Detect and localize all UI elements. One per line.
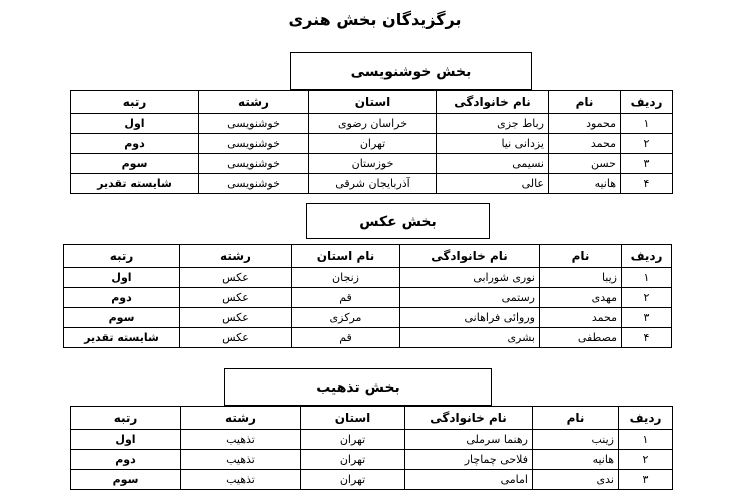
table-row [71, 430, 673, 450]
cell-rank: سوم [71, 470, 181, 490]
header-rank: رتبه [64, 245, 180, 268]
cell-index: ۳ [621, 154, 673, 174]
header-last-name: نام خانوادگی [405, 407, 533, 430]
cell-index: ۴ [622, 328, 672, 348]
header-index: ردیف [621, 91, 673, 114]
header-last-name: نام خانوادگی [437, 91, 549, 114]
cell-field: خوشنویسی [199, 174, 309, 194]
cell-last-name: امامی [405, 470, 533, 490]
cell-field: عکس [180, 308, 292, 328]
table-row [64, 268, 672, 288]
cell-last-name: یزدانی نیا [437, 134, 549, 154]
cell-province: تهران [309, 134, 437, 154]
table-row [71, 154, 673, 174]
cell-rank: سوم [64, 308, 180, 328]
cell-first-name: حسن [549, 154, 621, 174]
cell-index: ۳ [619, 470, 673, 490]
cell-index: ۲ [619, 450, 673, 470]
header-rank: رتبه [71, 407, 181, 430]
cell-rank: سوم [71, 154, 199, 174]
cell-last-name: نوری شورابی [400, 268, 540, 288]
cell-province: قم [292, 328, 400, 348]
header-province: استان [309, 91, 437, 114]
page-title: برگزیدگان بخش هنری [288, 10, 462, 29]
table-row [64, 308, 672, 328]
table-row [71, 174, 673, 194]
cell-rank: دوم [64, 288, 180, 308]
cell-last-name: عالی [437, 174, 549, 194]
cell-first-name: زیبا [540, 268, 622, 288]
cell-index: ۱ [619, 430, 673, 450]
cell-province: تهران [301, 430, 405, 450]
cell-first-name: زینب [533, 430, 619, 450]
header-last-name: نام خانوادگی [400, 245, 540, 268]
cell-first-name: هانیه [533, 450, 619, 470]
header-row [71, 91, 673, 114]
header-field: رشته [180, 245, 292, 268]
cell-rank: شایسته تقدیر [71, 174, 199, 194]
cell-field: عکس [180, 288, 292, 308]
cell-rank: شایسته تقدیر [64, 328, 180, 348]
cell-rank: اول [64, 268, 180, 288]
header-field: رشته [181, 407, 301, 430]
cell-field: خوشنویسی [199, 114, 309, 134]
cell-province: مرکزی [292, 308, 400, 328]
cell-index: ۲ [622, 288, 672, 308]
cell-province: قم [292, 288, 400, 308]
header-first-name: نام [533, 407, 619, 430]
table-row [64, 288, 672, 308]
table-row [71, 114, 673, 134]
section-title-calligraphy: بخش خوشنویسی [290, 52, 532, 90]
cell-rank: دوم [71, 450, 181, 470]
cell-last-name: نسیمی [437, 154, 549, 174]
cell-province: آذربایجان شرقی [309, 174, 437, 194]
header-first-name: نام [540, 245, 622, 268]
cell-field: خوشنویسی [199, 134, 309, 154]
cell-province: تهران [301, 470, 405, 490]
header-row [64, 245, 672, 268]
cell-field: عکس [180, 268, 292, 288]
cell-first-name: محمود [549, 114, 621, 134]
header-first-name: نام [549, 91, 621, 114]
header-province: نام استان [292, 245, 400, 268]
cell-last-name: رستمی [400, 288, 540, 308]
cell-province: زنجان [292, 268, 400, 288]
cell-index: ۱ [622, 268, 672, 288]
cell-rank: اول [71, 114, 199, 134]
cell-first-name: مصطفی [540, 328, 622, 348]
cell-rank: اول [71, 430, 181, 450]
cell-province: خوزستان [309, 154, 437, 174]
cell-first-name: هانیه [549, 174, 621, 194]
cell-rank: دوم [71, 134, 199, 154]
cell-field: تذهیب [181, 450, 301, 470]
cell-province: خراسان رضوی [309, 114, 437, 134]
cell-field: عکس [180, 328, 292, 348]
cell-field: تذهیب [181, 470, 301, 490]
header-index: ردیف [619, 407, 673, 430]
table-row [71, 450, 673, 470]
cell-index: ۴ [621, 174, 673, 194]
cell-last-name: رهنما سرملی [405, 430, 533, 450]
cell-last-name: رباط جزی [437, 114, 549, 134]
header-row [71, 407, 673, 430]
cell-index: ۳ [622, 308, 672, 328]
cell-first-name: محمد [540, 308, 622, 328]
cell-field: تذهیب [181, 430, 301, 450]
cell-first-name: مهدی [540, 288, 622, 308]
cell-province: تهران [301, 450, 405, 470]
table-row [71, 470, 673, 490]
cell-index: ۱ [621, 114, 673, 134]
header-rank: رتبه [71, 91, 199, 114]
cell-index: ۲ [621, 134, 673, 154]
section-title-illumination: بخش تذهیب [224, 368, 492, 406]
header-index: ردیف [622, 245, 672, 268]
cell-last-name: فلاحی چماچار [405, 450, 533, 470]
header-field: رشته [199, 91, 309, 114]
photography-table [63, 244, 672, 348]
header-province: استان [301, 407, 405, 430]
cell-first-name: ندی [533, 470, 619, 490]
cell-field: خوشنویسی [199, 154, 309, 174]
illumination-table [70, 406, 673, 490]
cell-last-name: وروائی فراهانی [400, 308, 540, 328]
cell-last-name: بشری [400, 328, 540, 348]
table-row [71, 134, 673, 154]
section-title-photography: بخش عکس [306, 203, 490, 239]
table-row [64, 328, 672, 348]
calligraphy-table [70, 90, 673, 194]
cell-first-name: محمد [549, 134, 621, 154]
